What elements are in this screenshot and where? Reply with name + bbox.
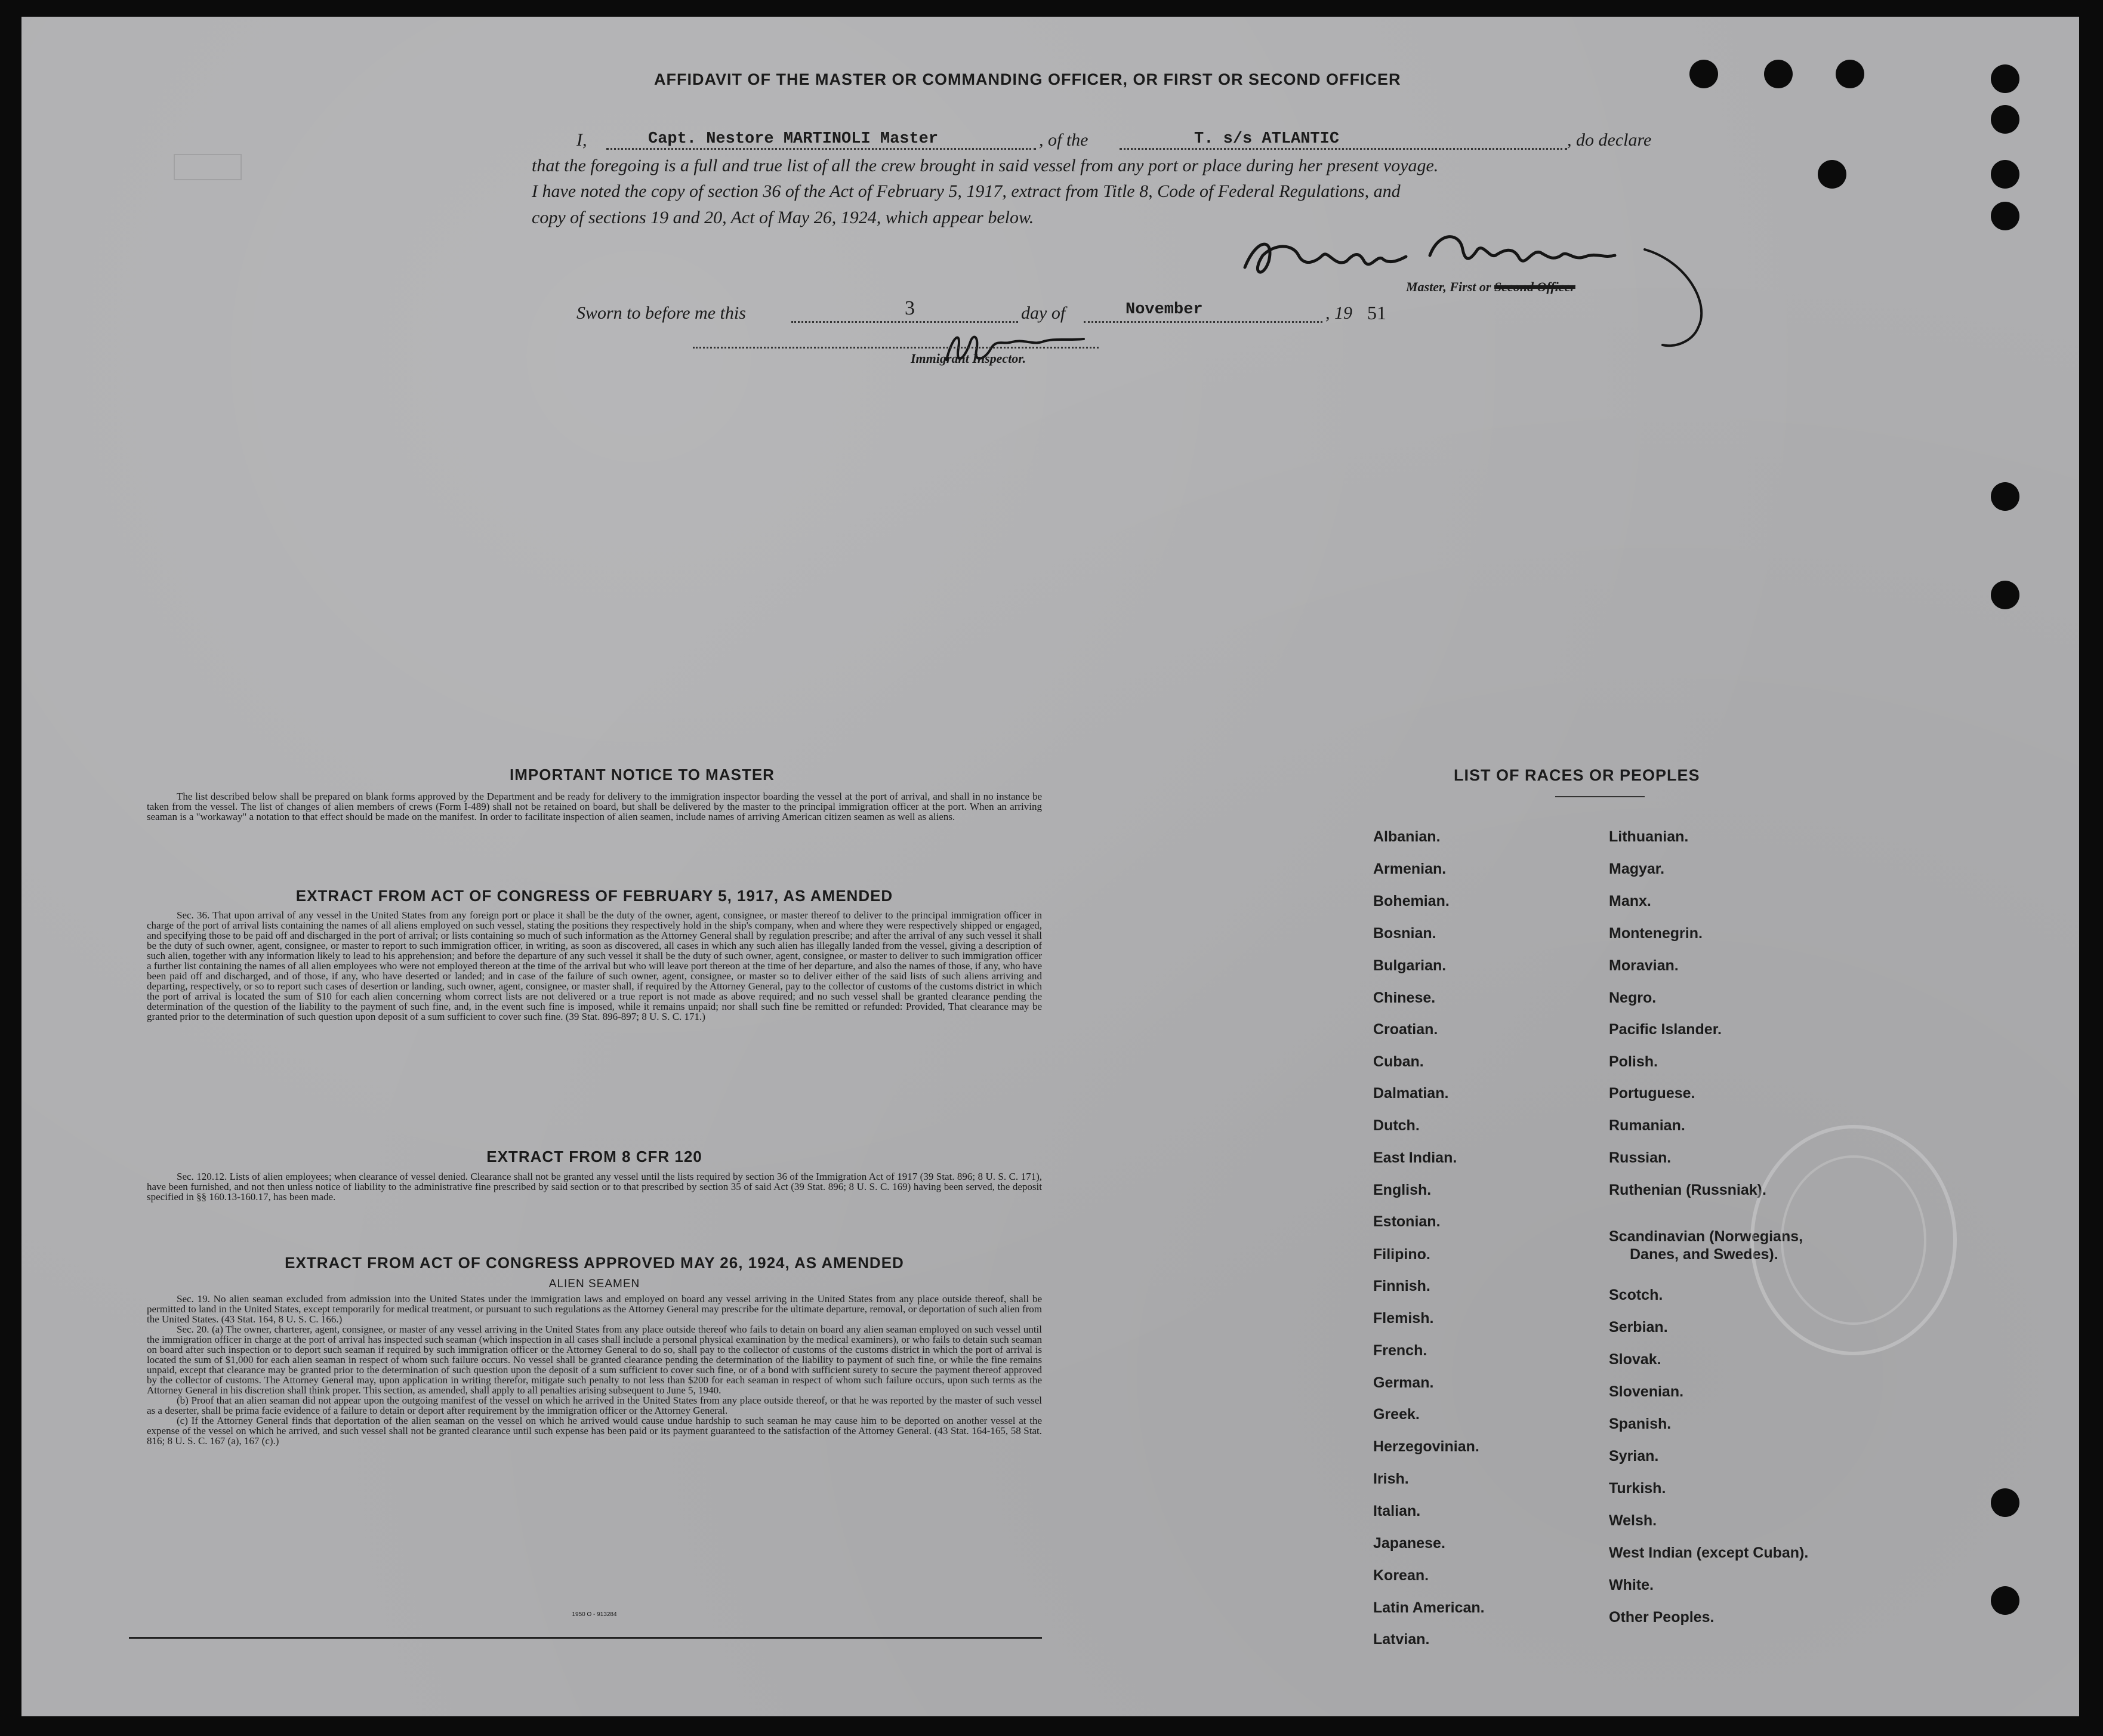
document-page xyxy=(21,17,2079,1716)
race-item: Finnish. xyxy=(1373,1278,1430,1294)
races-title-rule xyxy=(1555,796,1645,797)
printer-code: 1950 O - 913284 xyxy=(572,1611,617,1618)
punch-hole xyxy=(1764,60,1793,88)
month-line xyxy=(1084,321,1322,323)
extract-1924-title: EXTRACT FROM ACT OF CONGRESS APPROVED MAY 26, 1924, AS AMENDED xyxy=(285,1254,904,1272)
punch-hole xyxy=(1991,581,2019,609)
race-item: Greek. xyxy=(1373,1406,1420,1423)
section-20c-text: (c) If the Attorney General finds that deportation of the alien seaman on the vessel on which he arrived would cause undue hardship to such seaman he may cause him to be deported on another vessel at the expense of the vessel on which he arrived, and such vessel shall not be granted clearance until such expense has been paid or its payment guaranteed to the satisfaction of the Attorney General. (43 Stat. 164-165, 58 Stat. 816; 8 U. S. C. 167 (a), 167 (c).) xyxy=(147,1415,1042,1447)
notice-text: The list described below shall be prepared on blank forms approved by the Department and be ready for delivery to the immigration inspector boarding the vessel at the port of arrival, and shall in no instance be taken from the vessel. The list of changes of alien members of crews (Form I-489) shall not be retained on board, but shall be delivered by the master to the principal immigration officer at the port. When an arriving seaman is a "workaway" a notation to that effect should be made on the manifest. In order to facilitate inspection of alien seamen, include names of arriving American citizen seamen as well as aliens. xyxy=(147,791,1042,822)
embossed-seal-image xyxy=(1740,1115,1967,1365)
races-title: LIST OF RACES OR PEOPLES xyxy=(1454,766,1700,784)
master-first-label: Master, First or xyxy=(1406,279,1491,294)
race-item: Armenian. xyxy=(1373,861,1447,877)
race-item: Magyar. xyxy=(1609,861,1665,877)
race-item: Portuguese. xyxy=(1609,1085,1695,1102)
punch-hole xyxy=(1991,64,2019,93)
race-item: Bulgarian. xyxy=(1373,957,1447,974)
faint-margin-stamp xyxy=(174,154,242,180)
race-item: Irish. xyxy=(1373,1470,1409,1487)
extract-cfr-title: EXTRACT FROM 8 CFR 120 xyxy=(486,1148,702,1165)
race-item: Manx. xyxy=(1609,893,1651,909)
extract-1917-title: EXTRACT FROM ACT OF CONGRESS OF FEBRUARY 5, 1917, AS AMENDED xyxy=(295,887,893,905)
affidavit-i: I, xyxy=(576,130,587,150)
race-item: Cuban. xyxy=(1373,1053,1424,1070)
race-item: Japanese. xyxy=(1373,1535,1445,1552)
affidavit-title: AFFIDAVIT OF THE MASTER OR COMMANDING OFFICER, OR FIRST OR SECOND OFFICER xyxy=(654,70,1401,88)
race-item: Other Peoples. xyxy=(1609,1609,1715,1626)
race-item: East Indian. xyxy=(1373,1149,1457,1166)
struck-second-officer: Second Officer xyxy=(1494,279,1575,294)
race-item: English. xyxy=(1373,1182,1432,1198)
vessel-line xyxy=(1120,148,1567,150)
race-item: Latvian. xyxy=(1373,1631,1430,1648)
master-name-line xyxy=(606,148,1036,150)
race-item: Negro. xyxy=(1609,989,1657,1006)
race-item: German. xyxy=(1373,1374,1434,1391)
race-item: West Indian (except Cuban). xyxy=(1609,1544,1809,1561)
of-the-label: , of the xyxy=(1039,130,1088,150)
race-item: Italian. xyxy=(1373,1503,1421,1519)
race-item: Scandinavian (Norwegians, xyxy=(1609,1228,1803,1245)
punch-hole xyxy=(1689,60,1718,88)
notice-title: IMPORTANT NOTICE TO MASTER xyxy=(510,766,775,784)
year-prefix: , 19 xyxy=(1325,303,1352,323)
race-item: Ruthenian (Russniak). xyxy=(1609,1182,1766,1198)
race-item: Flemish. xyxy=(1373,1310,1434,1327)
race-item: Estonian. xyxy=(1373,1213,1441,1230)
race-item: Pacific Islander. xyxy=(1609,1021,1722,1038)
vessel-value: T. s/s ATLANTIC xyxy=(1194,130,1340,148)
extract-1924-body xyxy=(147,1294,1042,1446)
race-item: White. xyxy=(1609,1577,1654,1593)
race-item: Turkish. xyxy=(1609,1480,1666,1497)
race-item: Spanish. xyxy=(1609,1416,1672,1432)
master-name-value: Capt. Nestore MARTINOLI Master xyxy=(648,130,939,148)
section-19-text: Sec. 19. No alien seaman excluded from admission into the United States under the immigration laws and employed on board any vessel arriving in the United States from any place outside thereof, shall be permitted to land in the United States, except temporarily for medical treatment, or pursuant to such regulations as the Attorney General may prescribe for the ultimate departure, removal, or deportation of such alien from the United States. (43 Stat. 164, 8 U. S. C. 166.) xyxy=(147,1293,1042,1325)
punch-hole xyxy=(1991,482,2019,511)
race-item: French. xyxy=(1373,1342,1427,1359)
punch-hole xyxy=(1991,1586,2019,1615)
race-item: Welsh. xyxy=(1609,1512,1657,1529)
punch-hole xyxy=(1991,105,2019,134)
extract-cfr-text: Sec. 120.12. Lists of alien employees; when clearance of vessel denied. Clearance shall not be granted any vessel until the lists required by section 36 of the Immigration Act of 1917 (39 Stat. 896; 8 U. S. C. 171), have been furnished, and not then unless notice of liability to the administrative fine prescribed by said section or to that prescribed by section 35 of said Act (39 Stat. 896; 8 U. S. C. 169) having been served, the deposit specified in §§ 160.13-160.17, has been made. xyxy=(147,1171,1042,1202)
race-item: Herzegovinian. xyxy=(1373,1438,1479,1455)
race-item: Serbian. xyxy=(1609,1319,1668,1336)
section-20a-text: Sec. 20. (a) The owner, charterer, agent, consignee, or master of any vessel arriving in the United States from any place outside thereof who fails to detain on board any alien seaman employed on such vessel until the immigration officer in charge at the port of arrival has inspected such seaman (which inspection in all cases shall include a personal physical examination by the medical examiners), or who fails to detain such seaman on board after such inspection or to deport such seaman if required by such immigration officer or the Attorney General to do so, shall pay to the collector of customs of the customs district in which the port of arrival is located the sum of $1,000 for each alien seaman in respect of whom such failure occurs. No vessel shall be granted clearance pending the determination of the liability to payment of such fine, or while the fine remains unpaid, except that clearance may be granted prior to the determination of such question upon the deposit of a sum sufficient to cover such fine, or of a bond with sufficient surety to secure the payment thereof approved by the collector of customs. The Attorney General may, upon application in writing therefor, mitigate such penalty to not less than $200 for each seaman in respect of whom such failure occurs, upon such terms as the Attorney General in his discretion shall think proper. This section, as amended, shall apply to all penalties arising subsequent to June 5, 1940. xyxy=(147,1324,1042,1396)
punch-hole xyxy=(1991,1488,2019,1517)
race-item: Korean. xyxy=(1373,1567,1429,1584)
affidavit-line3: I have noted the copy of section 36 of the Act of February 5, 1917, extract from Title 8, Code of Federal Regulations, and xyxy=(532,181,1401,201)
race-item: Montenegrin. xyxy=(1609,925,1703,942)
race-item: Filipino. xyxy=(1373,1246,1430,1263)
punch-hole xyxy=(1836,60,1864,88)
race-item: Slovenian. xyxy=(1609,1383,1684,1400)
race-item: Slovak. xyxy=(1609,1351,1661,1368)
race-item: Polish. xyxy=(1609,1053,1658,1070)
section-20b-text: (b) Proof that an alien seaman did not appear upon the outgoing manifest of the vessel on which he arrived in the United States from any place outside thereof, or that he was reported by the master of such vessel as a deserter, shall be prima facie evidence of a failure to detain or deport after requirement by the immigration officer or the Attorney General. xyxy=(147,1395,1042,1416)
race-item: Rumanian. xyxy=(1609,1117,1685,1134)
race-item: Scotch. xyxy=(1609,1287,1663,1303)
month-value: November xyxy=(1125,301,1203,319)
race-item: Danes, and Swedes). xyxy=(1630,1246,1778,1263)
sworn-label: Sworn to before me this xyxy=(576,303,746,323)
master-title-label xyxy=(1406,279,1575,295)
day-of-label: day of xyxy=(1021,303,1066,323)
race-item: Russian. xyxy=(1609,1149,1672,1166)
day-value: 3 xyxy=(905,297,915,319)
race-item: Croatian. xyxy=(1373,1021,1438,1038)
inspector-line xyxy=(693,347,1099,349)
punch-hole xyxy=(1991,160,2019,189)
inspector-label: Immigrant Inspector. xyxy=(911,351,1026,366)
punch-hole xyxy=(1818,160,1846,189)
extract-1917-text: Sec. 36. That upon arrival of any vessel in the United States from any foreign port or place it shall be the duty of the owner, agent, consignee, or master thereof to deliver to the principal immigration officer in charge of the port of arrival lists containing the names of all aliens employed on such vessel, stating the positions they respectively hold in the ship's company, when and where they were respectively shipped or engaged, and specifying those to be paid off and discharged in the port of arrival; or lists containing so much of such information as the Attorney General shall by regulation prescribe; and after the arrival of any such vessel it shall be the duty of such owner, agent, consignee, or master to report to such immigration officer, in writing, as soon as discovered, all cases in which any such alien has illegally landed from the vessel, giving a description of such alien, together with any information likely to lead to his apprehension; and before the departure of any such vessel it shall be the duty of such owner, agent, consignee, or master to deliver to such immigration officer a further list containing the names of all alien employees who were not employed thereon at the time of the arrival but who will leave port thereon at the time of her departure, and also the names of those, if any, who have been paid off and discharged, and of those, if any, who have deserted or landed; and in case of the failure of such owner, agent, consignee, or master so to deliver either of the said lists of such aliens arriving and departing, respectively, or so to report such cases of desertion or landing, such owner, agent, consignee, or master shall, if required by the Attorney General, pay to the collector of customs of the customs district in which the port of arrival is located the sum of $10 for each alien concerning whom correct lists are not delivered or a true report is not made as above required; and no such vessel shall be granted clearance pending the determination of the question of the liability to the payment of such fine, and, in the event such fine is imposed, while it remains unpaid; nor shall such fine be remitted or refunded: Provided, That clearance may be granted prior to the determination of such question upon deposit of a sum sufficient to cover such fine. (39 Stat. 896-897; 8 U. S. C. 171.) xyxy=(147,909,1042,1022)
race-item: Syrian. xyxy=(1609,1448,1659,1464)
race-item: Dalmatian. xyxy=(1373,1085,1449,1102)
do-declare-label: , do declare xyxy=(1567,130,1652,150)
alien-seamen-subtitle: ALIEN SEAMEN xyxy=(548,1278,640,1290)
race-item: Moravian. xyxy=(1609,957,1679,974)
affidavit-line4: copy of sections 19 and 20, Act of May 26, 1924, which appear below. xyxy=(532,208,1034,227)
race-item: Lithuanian. xyxy=(1609,828,1689,845)
race-item: Latin American. xyxy=(1373,1599,1485,1616)
punch-hole xyxy=(1991,202,2019,230)
race-item: Dutch. xyxy=(1373,1117,1420,1134)
affidavit-line2: that the foregoing is a full and true list of all the crew brought in said vessel from any port or place during her present voyage. xyxy=(532,156,1439,175)
year-suffix: 51 xyxy=(1367,302,1386,323)
race-item: Albanian. xyxy=(1373,828,1441,845)
bottom-rule xyxy=(129,1637,1042,1639)
race-item: Chinese. xyxy=(1373,989,1436,1006)
race-item: Bosnian. xyxy=(1373,925,1436,942)
race-item: Bohemian. xyxy=(1373,893,1450,909)
